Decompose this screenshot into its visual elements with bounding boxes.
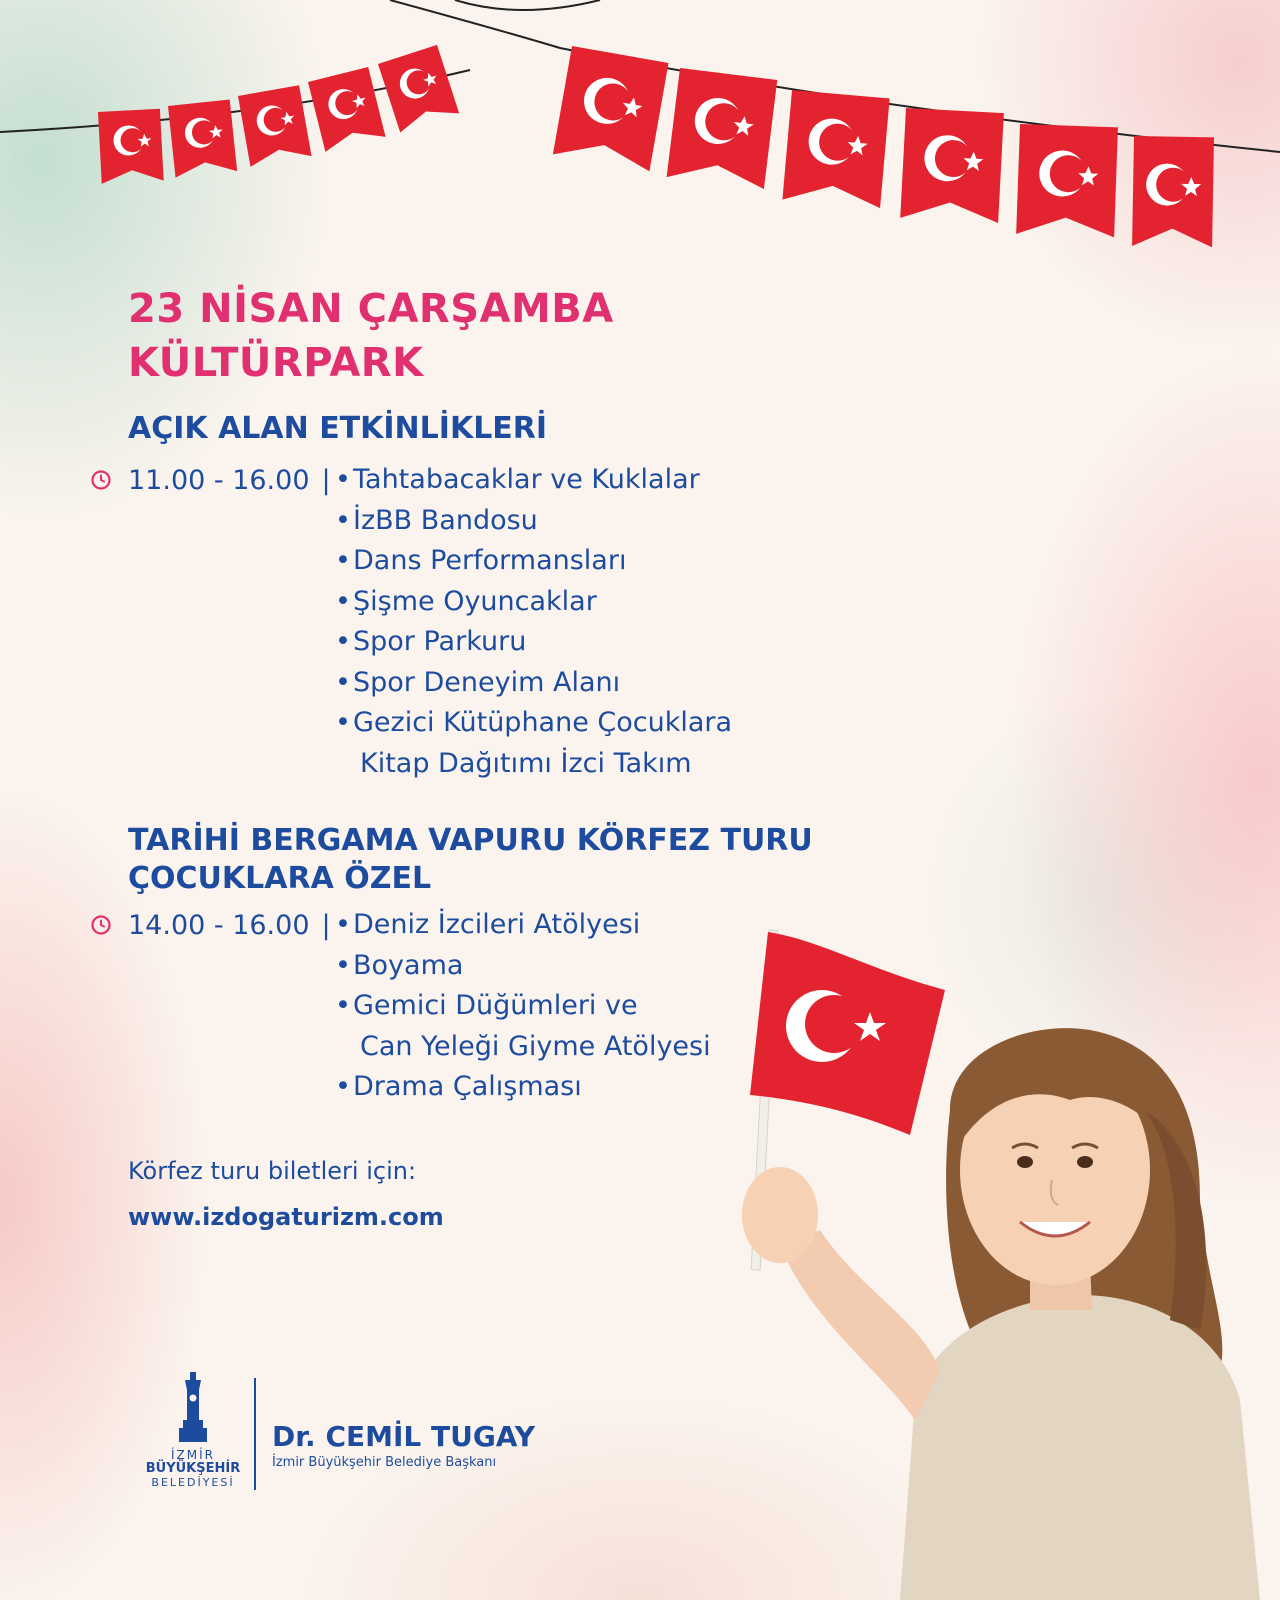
mayor-title: İzmir Büyükşehir Belediye Başkanı [272, 1455, 497, 1470]
list-item: •Şişme Oyuncaklar [335, 585, 597, 617]
list-item: •Gezici Kütüphane Çocuklara [335, 707, 733, 738]
ticket-link[interactable]: www.izdogaturizm.com [128, 1203, 444, 1231]
event-venue: KÜLTÜRPARK [128, 340, 424, 386]
activity-list-outdoor [335, 460, 732, 784]
list-item: •Spor Parkuru [335, 626, 527, 657]
ticket-label: Körfez turu biletleri için: [128, 1157, 417, 1185]
activity-list-ferry [335, 905, 711, 1108]
ticket-info [128, 1148, 444, 1240]
list-item: •Gemici Düğümleri ve [335, 990, 638, 1021]
list-item: •Dans Performansları [335, 545, 627, 576]
clock-icon [90, 469, 112, 491]
clock-tower-icon [173, 1372, 213, 1444]
list-item: •Boyama [335, 949, 464, 981]
list-item: •Drama Çalışması [335, 1071, 582, 1102]
mayor-signature [272, 1420, 535, 1470]
list-item-continuation: Kitap Dağıtımı İzci Takım [360, 747, 692, 779]
logo-metropolitan: BÜYÜKŞEHİR [145, 1461, 241, 1476]
girl-with-flag-illustration [700, 900, 1260, 1600]
section-heading-line: TARİHİ BERGAMA VAPURU KÖRFEZ TURU [128, 823, 813, 858]
footer-divider [254, 1378, 256, 1490]
event-title [128, 282, 614, 390]
time-range: 11.00 - 16.00 [128, 464, 310, 496]
time-separator: | [321, 909, 331, 941]
list-item: •Spor Deneyim Alanı [335, 666, 621, 698]
section-heading-outdoor [128, 410, 547, 448]
logo-city: İZMİR [171, 1448, 215, 1462]
section-heading-line: ÇOCUKLARA ÖZEL [128, 861, 432, 896]
time-row-outdoor [90, 460, 331, 500]
section-heading-line: AÇIK ALAN ETKİNLİKLERİ [128, 411, 548, 446]
list-item: •Tahtabacaklar ve Kuklalar [335, 464, 700, 495]
time-row-ferry [90, 905, 331, 945]
list-item: •Deniz İzcileri Atölyesi [335, 909, 641, 940]
clock-icon [90, 914, 112, 936]
list-item: •İzBB Bandosu [335, 504, 538, 536]
time-range: 14.00 - 16.00 [128, 909, 310, 941]
event-date: 23 NİSAN ÇARŞAMBA [128, 286, 614, 332]
time-separator: | [321, 464, 331, 496]
mayor-name: Dr. CEMİL TUGAY [272, 1420, 536, 1453]
logo-municipality: BELEDİYESİ [151, 1476, 235, 1489]
municipality-logo [138, 1372, 248, 1490]
list-item-continuation: Can Yeleği Giyme Atölyesi [360, 1030, 711, 1062]
section-heading-ferry [128, 822, 813, 898]
